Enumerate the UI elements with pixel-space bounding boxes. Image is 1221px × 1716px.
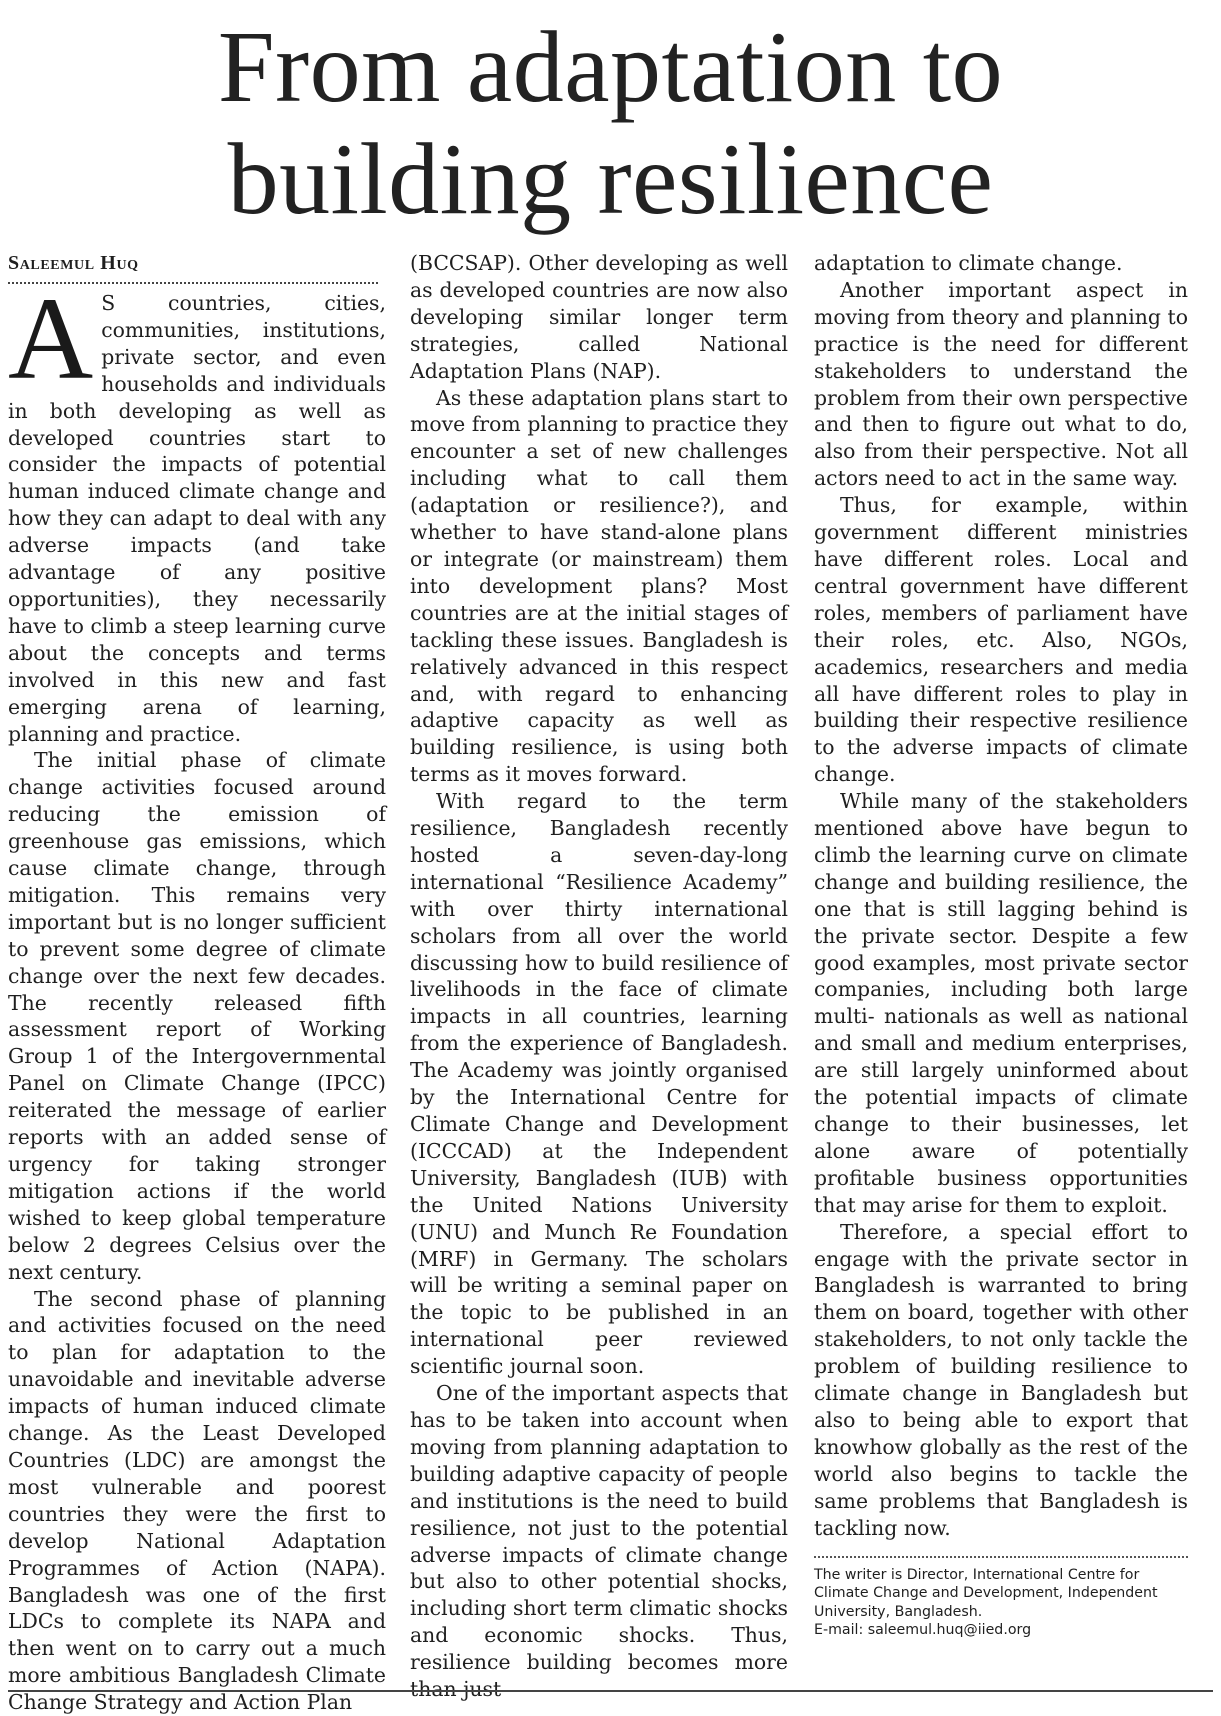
page-bottom-rule [8, 1690, 1213, 1692]
paragraph: As these adaptation plans start to move from planning to practice they encounter a set of new challenges including what to call them (adaptation or resilience?), and whether to have stand-alone plans or integrate (or mainstream) them into development plans? Most countries are at the initial stages of tackling these issues. Bangladesh is relatively advanced in this respect and, with regard to enhancing adaptive capacity as well as building resilience, is using both terms as it moves forward. [410, 385, 788, 787]
paragraph-continued: (BCCSAP). Other developing as well as developed countries are now also developing similar longer term strategies, called National Adaptation Plans (NAP). [410, 251, 788, 383]
paragraph: With regard to the term resilience, Bangladesh recently hosted a seven-day-long international “Resilience Academy” with over thirty international scholars from all over the world discussing how to build resilience of livelihoods in the face of climate impacts in all countries, learning from the experience of Bangladesh. The Academy was jointly organised by the International Centre for Climate Change and Development (ICCCAD) at the Independent University, Bangladesh (IUB) with the United Nations University (UNU) and Munch Re Foundation (MRF) in Germany. The scholars will be writing a seminal paper on the topic to be published in an international peer reviewed scientific journal soon. [410, 789, 788, 1379]
drop-cap: A [8, 273, 94, 404]
opening-paragraph [8, 273, 386, 747]
paragraph: The second phase of planning and activities focused on the need to plan for adaptation to the unavoidable and inevitable adverse impacts of human induced climate change. As the Least Developed Countries (LDC) are amongst the most vulnerable and poorest countries they were the first to develop National Adaptation Programmes of Action (NAPA). Bangladesh was one of the first LDCs to complete its NAPA and then went on to carry out a much more ambitious Bangladesh Climate Change Strategy and Action Plan [8, 1286, 386, 1715]
column-1 [8, 250, 386, 1716]
author-email: E-mail: saleemul.huq@iied.org [814, 1622, 1032, 1638]
paragraph: Another important aspect in moving from theory and planning to practice is the need for different stakeholders to understand the problem from their own perspective and then to figure out what to do, also from their perspective. Not all actors need to act in the same way. [814, 277, 1188, 491]
column-2 [410, 250, 788, 1703]
author-bio: The writer is Director, International Centre for Climate Change and Development, Independent University, Bangladesh. [814, 1566, 1158, 1620]
bio-divider [814, 1556, 1188, 1558]
headline-line-2: building resilience [227, 123, 994, 236]
paragraph: Therefore, a special effort to engage with the private sector in Bangladesh is warranted to bring them on board, together with other stakeholders, to not only tackle the problem of building resilience to climate change in Bangladesh but also to being able to export that knowhow globally as the rest of the world also begins to tackle the same problems that Bangladesh is tackling now. [814, 1219, 1188, 1540]
author-byline: Saleemul Huq [8, 252, 139, 274]
paragraph: While many of the stakeholders mentioned above have begun to climb the learning curve on climate change and building resilience, the one that is still lagging behind is the private sector. Despite a few good examples, most private sector companies, including both large multi- nationals as well as national and small and medium enterprises, are still largely uninformed about the potential impacts of climate change to their businesses, let alone aware of potentially profitable business opportunities that may arise for them to exploit. [814, 789, 1188, 1217]
opening-paragraph-text: S countries, cities, communities, institutions, private sector, and even households and individuals in both developing as well as developed countries start to consider the impacts of potential human induced climate change and how they can adapt to deal with any adverse impacts (and take advantage of any positive opportunities), they necessarily have to climb a steep learning curve about the concepts and terms involved in this new and fast emerging arena of learning, planning and practice. [8, 291, 386, 746]
paragraph: The initial phase of climate change activities focused around reducing the emission of greenhouse gas emissions, which cause climate change, through mitigation. This remains very important but is no longer sufficient to prevent some degree of climate change over the next few decades. The recently released fifth assessment report of Working Group 1 of the Intergovernmental Panel on Climate Change (IPCC) reiterated the message of earlier reports with an added sense of urgency for taking stronger mitigation actions if the world wished to keep global temperature below 2 degrees Celsius over the next century. [8, 748, 386, 1284]
paragraph-continued: adaptation to climate change. [814, 251, 1123, 275]
paragraph: One of the important aspects that has to be taken into account when moving from planning adaptation to building adaptive capacity of people and institutions is the need to build resilience, not just to the potential adverse impacts of climate change but also to other potential shocks, including short term climatic shocks and economic shocks. Thus, resilience building becomes more than just [410, 1381, 788, 1702]
headline-line-1: From adaptation to [217, 11, 1004, 124]
paragraph: Thus, for example, within government different ministries have different roles. Local and central government have different roles, members of parliament have their roles, etc. Also, NGOs, academics, researchers and media all have different roles to play in building their respective resilience to the adverse impacts of climate change. [814, 493, 1188, 787]
column-3 [814, 250, 1188, 1640]
article-headline [0, 12, 1221, 236]
